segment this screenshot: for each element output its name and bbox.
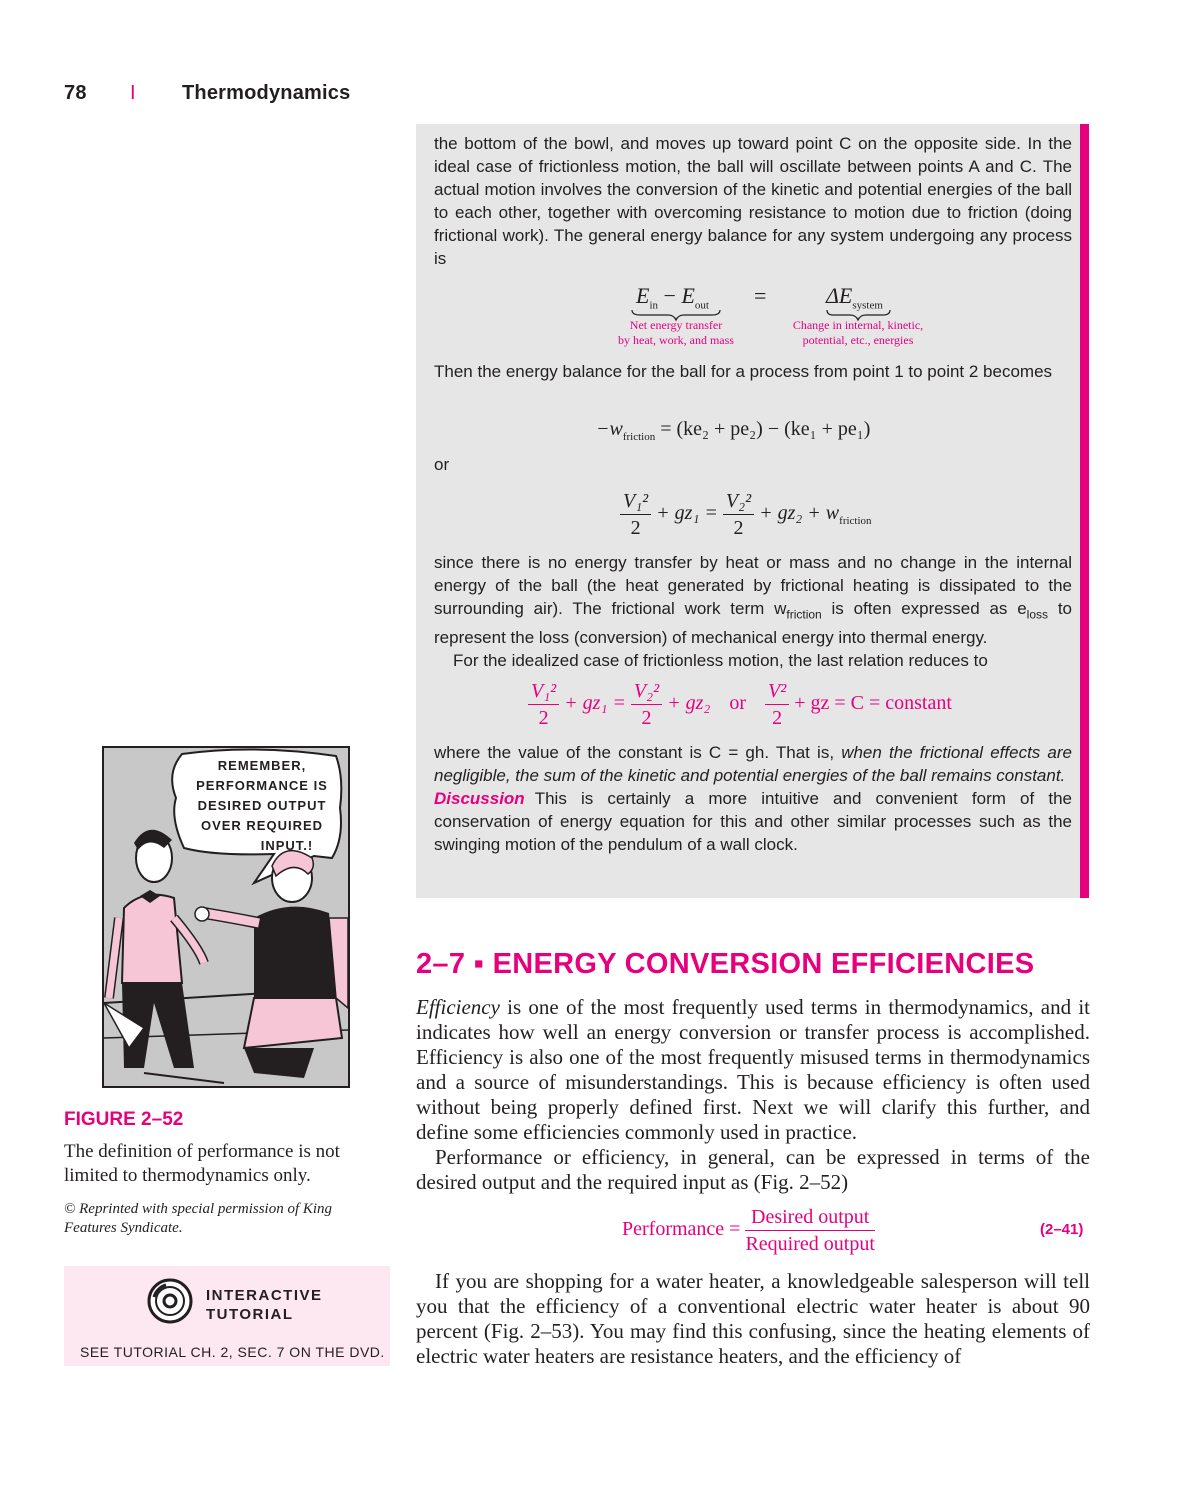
dvd-disc-icon (146, 1277, 194, 1325)
eq-friction-sub: friction (622, 431, 656, 443)
example-paragraph-1 (434, 132, 1072, 270)
bubble-line-3: DESIRED OUTPUT (197, 798, 327, 813)
example-paragraph-3 (434, 551, 1072, 672)
discussion-label: Discussion (434, 789, 525, 808)
frac-v2-den: 2 (733, 517, 744, 539)
bubble-line-1: REMEMBER, (217, 758, 307, 773)
bubble-line-2: PERFORMANCE IS (196, 778, 328, 793)
frac-v1-den: 2 (630, 517, 641, 539)
perf-num: Desired output (745, 1204, 874, 1231)
header-separator: I (130, 82, 136, 104)
eq-system: system (852, 299, 883, 312)
figure-credit: © Reprinted with special permission of King Features Syndicate. (64, 1201, 333, 1236)
section-body-2 (416, 1269, 1090, 1369)
eq-equals: = (754, 283, 767, 308)
eq3-den3: 2 (772, 707, 783, 729)
section-heading: 2–7 ▪ ENERGY CONVERSION EFFICIENCIES (416, 948, 1035, 980)
para3-sub: friction (786, 607, 822, 622)
energy-balance-equation: $E_{in} - E_{out}$ (636, 283, 709, 312)
interactive-tutorial-box[interactable] (64, 1266, 390, 1366)
frac-v1 (620, 488, 651, 541)
para3-b: is often expressed as e (821, 599, 1027, 618)
discussion-paragraph (434, 787, 1072, 856)
frac-eq3-v (765, 678, 789, 731)
eq3-num1: V₁² (528, 678, 559, 705)
tutorial-line-1: INTERACTIVE (206, 1287, 323, 1304)
eq-delta-e-symbol: ΔE (826, 283, 853, 308)
eq3-den1: 2 (538, 707, 549, 729)
para3-c: to represent the loss (conversion) of mechanical energy into thermal energy. (434, 599, 1072, 648)
label-net-1: Net energy transfer (629, 318, 723, 332)
frac-v1-num: V₁² (620, 488, 651, 515)
para3-sub2: loss (1026, 607, 1049, 622)
section-body-1 (416, 995, 1090, 1195)
example-accent-rule (1080, 124, 1089, 898)
eq-friction-w: −w (596, 418, 623, 440)
frac-v2-num: V₂² (723, 488, 754, 515)
label-energy-change (776, 318, 940, 348)
eq-friction-rhs: = (ke₂ + pe₂) − (ke₁ + pe₁) (660, 418, 871, 440)
mechanical-energy-equation (620, 488, 872, 541)
eq3-num3: V² (765, 678, 789, 705)
example-para4-text: For the idealized case of frictionless motion, the last relation reduces to (453, 651, 988, 671)
discussion-text: This is certainly a more intuitive and convenient form of the conservation of energy equation for this and other similar processes such as the swinging motion of the pendulum of a wall clock. (434, 789, 1072, 854)
eq-minus: − (663, 283, 676, 308)
section-para1-text: is one of the most frequently used terms in thermodynamics, and it indicates how well an energy conversion or transfer process is accomplished. Efficiency is also one of the most frequently misused terms in thermodynamics and a source of misunderstandings. This is because efficiency is often used without being properly defined first. Next we will clarify this further, and define some efficiencies commonly used in practice. (416, 995, 1090, 1144)
or-word: or (434, 455, 450, 474)
example-paragraph-2 (434, 360, 1072, 383)
label-net-2: by heat, work, and mass (618, 333, 734, 347)
eq3-p2: + gz₂ (667, 692, 711, 715)
perf-fraction (745, 1204, 874, 1257)
section-para-3: If you are shopping for a water heater, a knowledgeable salesperson will tell you that the efficiency of a conventional electric water heater is about 90 percent (Fig. 2–53). You may find this confusing, since the heating elements of electric water heaters are resistance heaters, and the efficiency of (416, 1269, 1090, 1368)
frac-eq3-v2 (631, 678, 662, 731)
book-title: Thermodynamics (182, 82, 351, 104)
example-paragraph-5 (434, 741, 1072, 856)
section-para-2: Performance or efficiency, in general, can be expressed in terms of the desired output and the required input as (Fig. 2–52) (416, 1145, 1090, 1194)
eq2-mid: + gz₁ = (656, 502, 718, 525)
eq-e: E (636, 283, 650, 308)
para3-a: since there is no energy transfer by heat or mass and no change in the internal energy of the ball (the heat generated by frictional heating is dissipated to the surrounding air). The frictional work term w (434, 553, 1072, 618)
performance-equation (622, 1204, 875, 1257)
section-para-1 (416, 995, 1090, 1145)
para5-start: where the value of the constant is C = gh. That is, (434, 743, 842, 762)
tutorial-label (206, 1286, 323, 1324)
eq2-tail-sub: friction (839, 515, 872, 528)
eq3-den2: 2 (641, 707, 652, 729)
example-para2-text: Then the energy balance for the ball for a process from point 1 to point 2 becomes (434, 362, 1053, 381)
frictionless-equation (528, 678, 952, 731)
tutorial-line-2: TUTORIAL (206, 1306, 294, 1323)
bubble-line-4: OVER REQUIRED (200, 818, 324, 833)
eq-out: out (694, 299, 709, 312)
eq2-tail: + gz₂ + w (759, 502, 840, 525)
eq3-p1: + gz₁ = (564, 692, 626, 715)
bubble-line-5: INPUT.! (260, 838, 314, 853)
frac-eq3-v1 (528, 678, 559, 731)
tutorial-note: SEE TUTORIAL CH. 2, SEC. 7 ON THE DVD. (80, 1344, 385, 1360)
label-change-1: Change in internal, kinetic, (792, 318, 924, 332)
efficiency-term: Efficiency (416, 995, 500, 1019)
label-change-2: potential, etc., energies (802, 333, 914, 347)
page-number: 78 (64, 82, 87, 104)
figure-cartoon (102, 746, 350, 1088)
perf-lhs: Performance = (622, 1218, 741, 1241)
eq3-or: or (729, 692, 746, 715)
figure-title: FIGURE 2–52 (64, 1109, 184, 1130)
eq-in: in (649, 299, 659, 312)
example-para3-text (434, 551, 1072, 649)
equation-number: (2–41) (1040, 1221, 1084, 1238)
figure-caption: The definition of performance is not limited to thermodynamics only. (64, 1141, 340, 1186)
label-net-energy (596, 318, 756, 348)
eq3-num2: V₂² (631, 678, 662, 705)
speech-bubble-text (182, 756, 342, 856)
eq3-p3: + gz = C = constant (794, 692, 952, 715)
example-para1-text: the bottom of the bowl, and moves up toward point C on the opposite side. In the ideal case of frictionless motion, the ball will oscillate between points A and C. The actual motion involves the conversion of the kinetic and potential energies of the ball to each other, together with overcoming resistance to motion due to friction (doing frictional work). The general energy balance for any system undergoing any process is (434, 134, 1072, 268)
example-para5-text (434, 741, 1072, 787)
perf-den: Required output (745, 1233, 875, 1255)
friction-equation (596, 418, 870, 443)
para5-italic: when the frictional effects are negligible, the sum of the kinetic and potential energies of the ball remains constant. (434, 743, 1072, 785)
frac-v2 (723, 488, 754, 541)
